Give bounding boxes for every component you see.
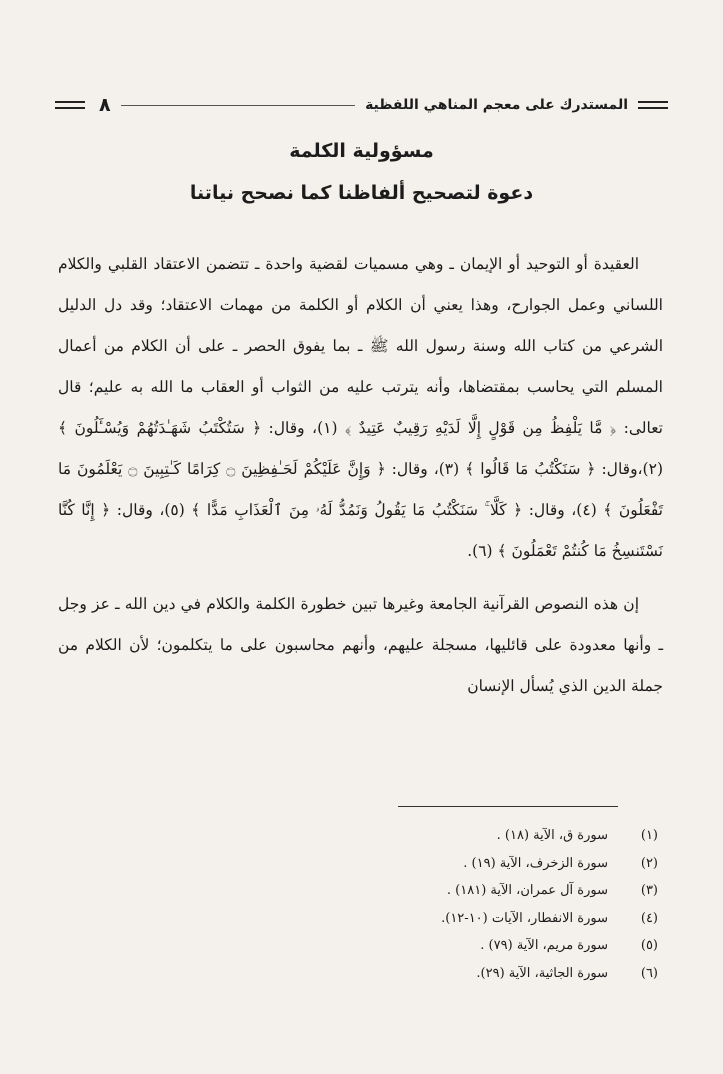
footnote-item [98,877,658,905]
footnote-number: (٦) [640,965,658,981]
book-title: المستدرك على معجم المناهي اللفظية [365,97,628,113]
paragraph-1: العقيدة أو التوحيد أو الإيمان ـ وهي مسميات لقضية واحدة ـ تتضمن الاعتقاد القلبي والكلام اللساني وعمل الجوارح، وهذا يعني أن الكلام أو الكلمة من مهمات الاعتقاد؛ وقد دل الدليل الشرعي من كتاب الله وسنة رسول الله ﷺ ـ بما يفوق الحصر ـ على أن الكلام من أعمال المسلم التي يحاسب بمقتضاها، وأنه يترتب عليه من الثواب أو العقاب ما الله به عليم؛ قال تعالى: ﴿ مَّا يَلْفِظُ مِن قَوْلٍ إِلَّا لَدَيْهِ رَقِيبٌ عَتِيدٌ ﴾ (١)، وقال: ﴿ سَتُكْتَبُ شَهَـٰدَتُهُمْ وَيُسْـَٔلُونَ ﴾ (٢)،وقال: ﴿ سَنَكْتُبُ مَا قَالُوا ﴾ (٣)، وقال: ﴿ وَإِنَّ عَلَيْكُمْ لَحَـٰفِظِينَ ۝ كِرَامًا كَـٰتِبِينَ ۝ يَعْلَمُونَ مَا تَفْعَلُونَ ﴾ (٤)، وقال: ﴿ كَلَّا ۚ سَنَكْتُبُ مَا يَقُولُ وَنَمُدُّ لَهُۥ مِنَ ٱلْعَذَابِ مَدًّا ﴾ (٥)، وقال: ﴿ إِنَّا كُنَّا نَسْتَنسِخُ مَا كُنتُمْ تَعْمَلُونَ ﴾ (٦). [58,255,663,560]
header-ornament-right [638,101,668,109]
section-heading: مسؤولية الكلمة [289,140,434,162]
footnote-text: سورة آل عمران، الآية (١٨١) . [446,883,608,898]
footnote-number: (٥) [640,938,658,953]
footnotes [98,822,658,987]
header-rule [121,105,355,106]
header-ornament-left [55,101,85,109]
running-header [55,92,668,118]
section-subheading: دعوة لتصحيح ألفاظنا كما نصحح نياتنا [189,182,534,204]
footnote-text: سورة الجاثية، الآية (٢٩). [476,965,608,981]
footnote-number: (٢) [640,855,658,871]
footnote-separator [398,806,618,807]
footnote-number: (٤) [640,910,658,926]
footnote-text: سورة مريم، الآية (٧٩) . [480,938,608,953]
footnote-text: سورة ق، الآية (١٨) . [496,828,608,843]
paragraph-2: إن هذه النصوص القرآنية الجامعة وغيرها تبين خطورة الكلمة والكلام في دين الله ـ عز وجل ـ وأنها معدودة على قائليها، مسجلة عليهم، وأنهم محاسبون على ما يتكلمون؛ لأن الكلام من جملة الدين الذي يُسأل الإنسان [58,595,663,695]
footnote-text: سورة الانفطار، الآيات (١٠-١٢). [441,910,608,926]
main-text [58,244,663,719]
footnote-text: سورة الزخرف، الآية (١٩) . [463,855,608,871]
footnote-item [98,822,658,850]
footnote-item [98,932,658,960]
page-number: ٨ [99,94,111,116]
footnote-number: (١) [640,828,658,843]
footnote-item [98,850,658,878]
footnote-item [98,905,658,933]
footnote-number: (٣) [640,883,658,898]
footnote-item [98,960,658,988]
